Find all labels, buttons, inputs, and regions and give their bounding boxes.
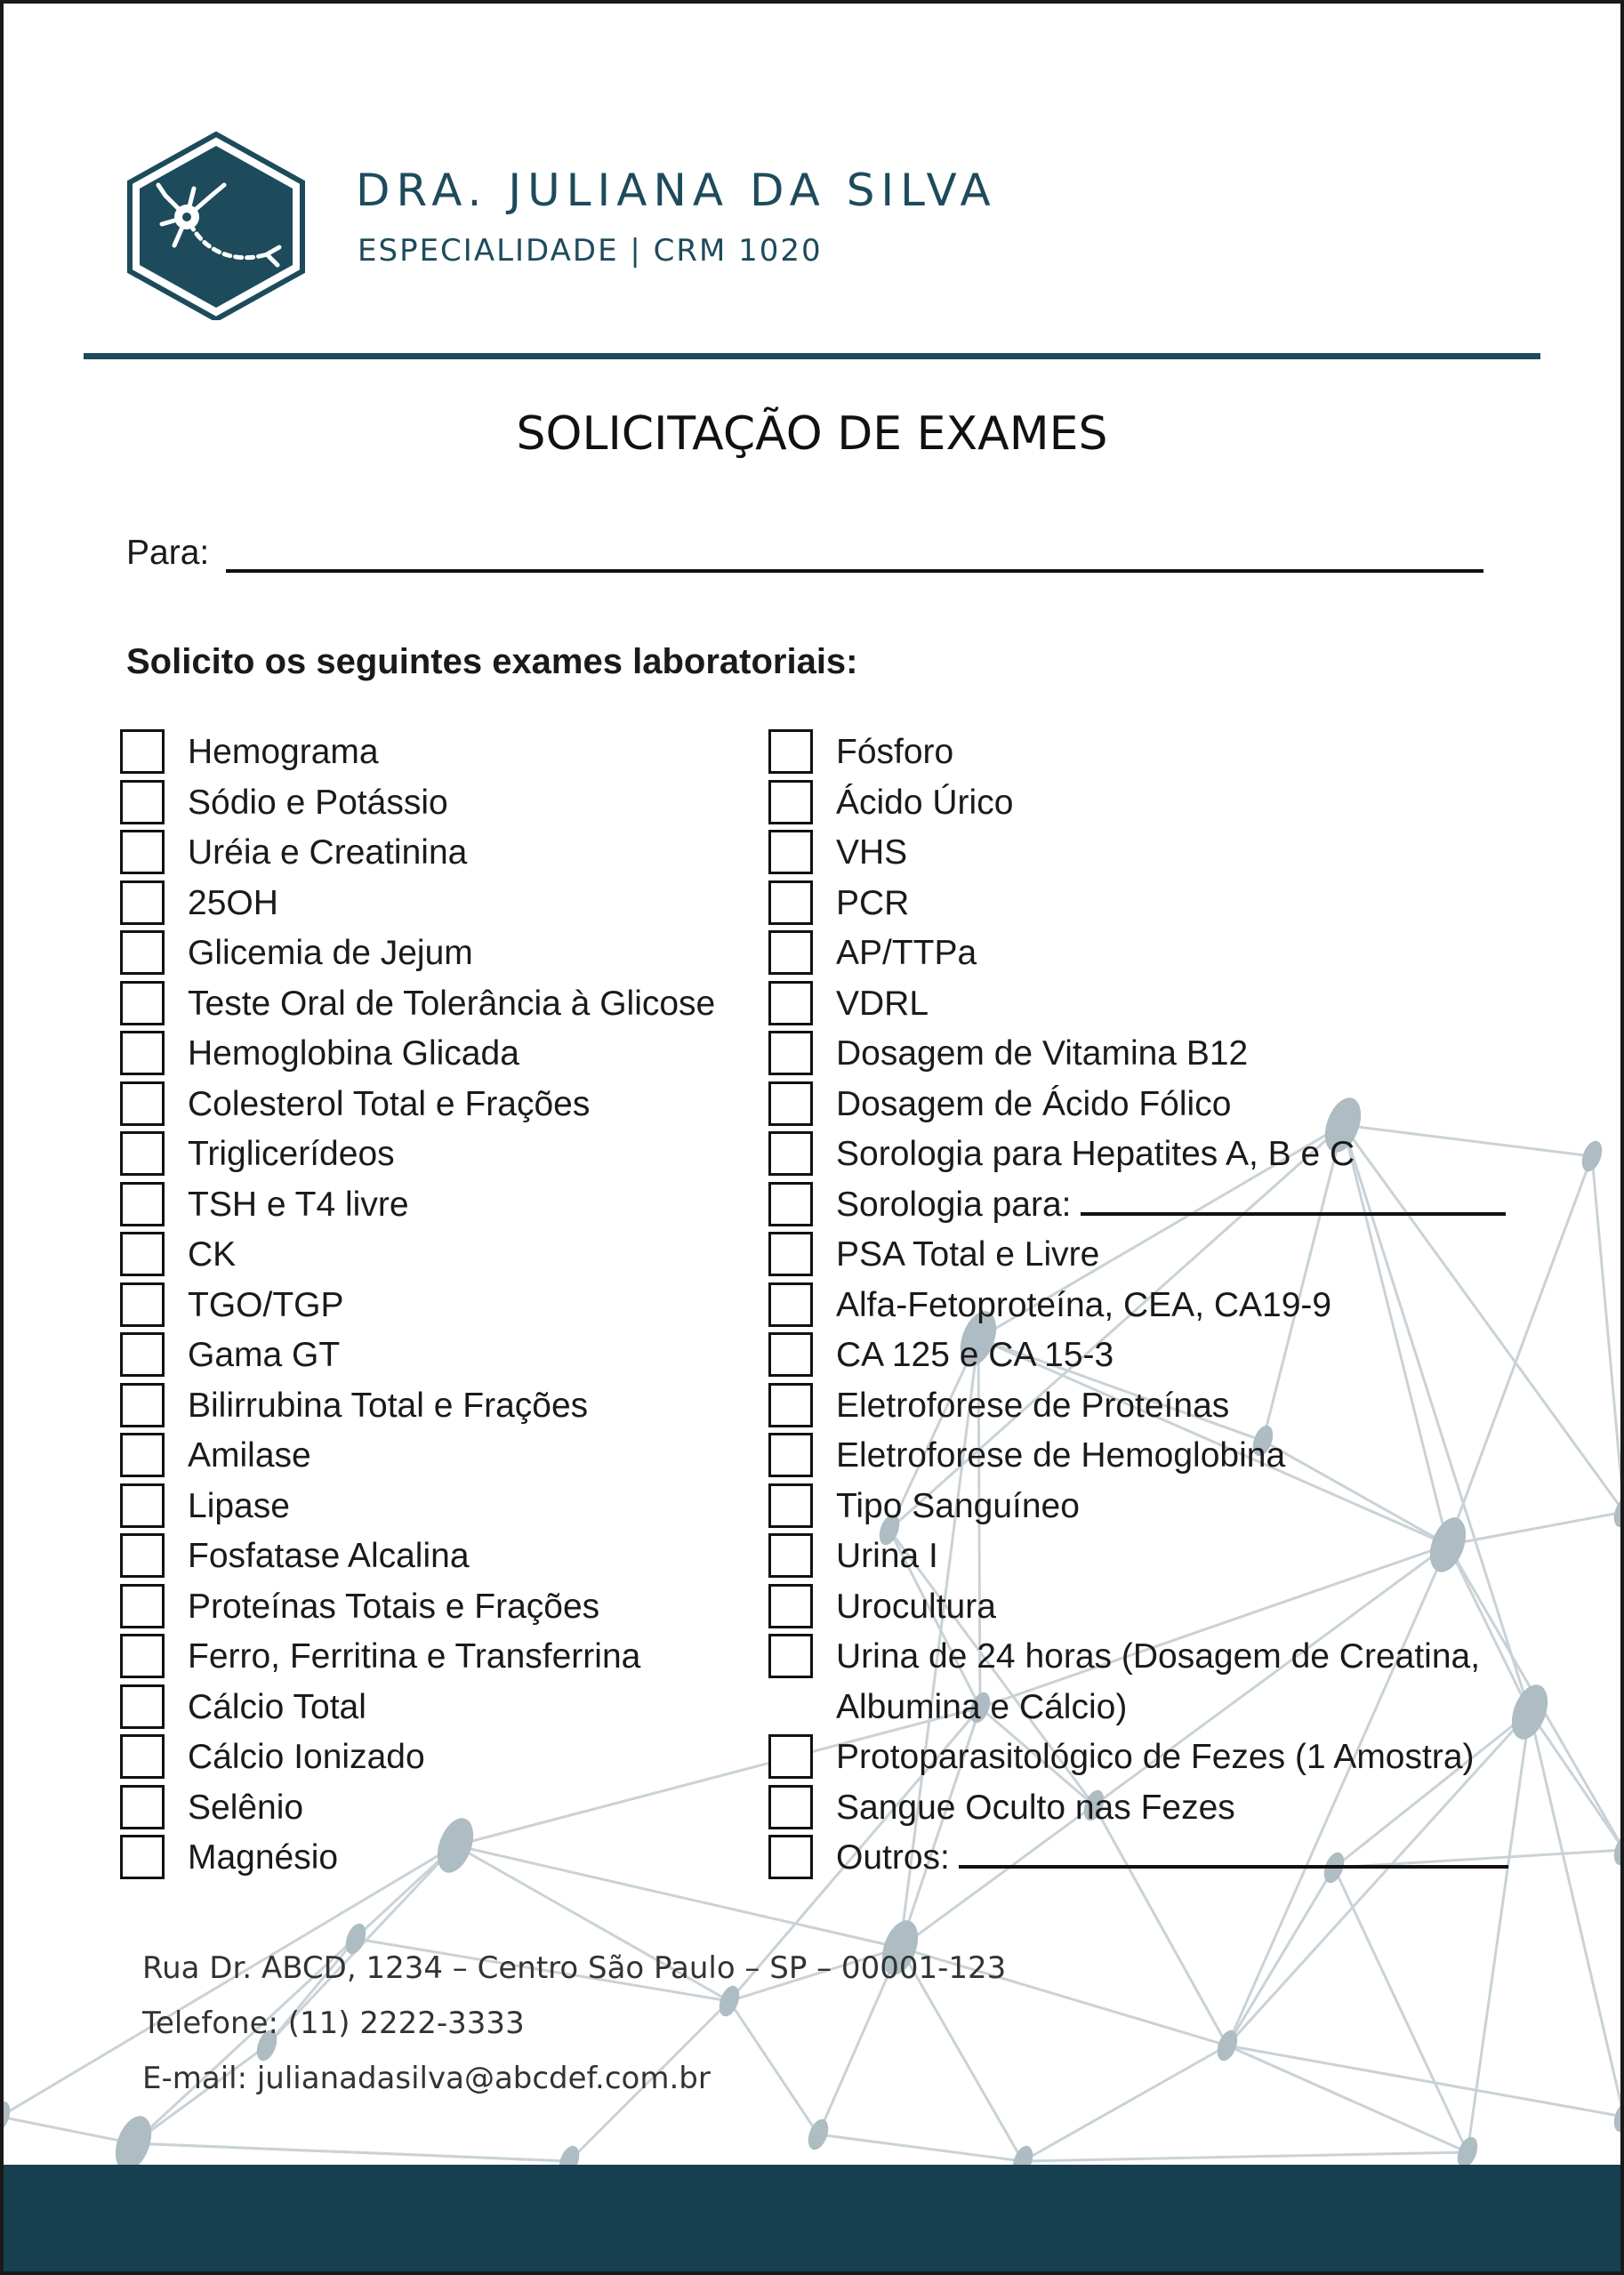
exam-item (768, 1330, 1551, 1381)
exam-label (188, 928, 473, 979)
exam-item (768, 1732, 1551, 1783)
exam-label (836, 1582, 996, 1633)
exam-item (120, 879, 760, 929)
exam-item (120, 828, 760, 879)
exam-checkbox[interactable] (120, 1282, 165, 1327)
exam-item (120, 728, 760, 778)
exam-label (188, 1330, 340, 1381)
exam-label (836, 928, 977, 979)
exam-checkbox[interactable] (120, 1081, 165, 1126)
exam-label-text: Proteínas Totais e Frações (188, 1587, 600, 1626)
exam-label-text: Colesterol Total e Frações (188, 1084, 591, 1123)
exam-label (188, 1180, 409, 1231)
exam-label (836, 979, 929, 1030)
exam-item (120, 1582, 760, 1633)
exam-checkbox[interactable] (768, 1031, 813, 1075)
exam-item (768, 1632, 1551, 1732)
exam-label-text: Tipo Sanguíneo (836, 1486, 1080, 1525)
exam-label-text: Hemograma (188, 733, 379, 771)
footer-address: Rua Dr. ABCD, 1234 – Centro São Paulo – SP – 00001-123 (142, 1950, 1007, 1986)
exam-item (768, 1281, 1551, 1331)
exam-checkbox[interactable] (768, 1785, 813, 1829)
exam-item (120, 1732, 760, 1783)
exam-label-text: Gama GT (188, 1336, 341, 1374)
exam-item (120, 1431, 760, 1482)
exam-checkbox[interactable] (768, 1383, 813, 1427)
exam-label-text: Fosfatase Alcalina (188, 1537, 470, 1575)
exam-item (120, 1180, 760, 1231)
exam-label (188, 1129, 395, 1180)
exam-label-text: Urocultura (836, 1587, 996, 1626)
exam-item (768, 1230, 1551, 1281)
exam-item (768, 1029, 1551, 1080)
exam-label (188, 728, 379, 778)
exam-label-text: Bilirrubina Total e Frações (188, 1386, 589, 1425)
exam-checkbox[interactable] (768, 981, 813, 1025)
sorologia-field-line[interactable] (1081, 1186, 1506, 1216)
exam-checkbox[interactable] (768, 1533, 813, 1578)
exam-label (188, 1431, 311, 1482)
exam-label (188, 828, 467, 879)
exam-checkbox[interactable] (768, 880, 813, 925)
exam-label (836, 1732, 1475, 1783)
exam-list-left (120, 728, 760, 1884)
exam-item (120, 979, 760, 1030)
exam-label-text: CK (188, 1235, 237, 1274)
exam-checkbox[interactable] (768, 1433, 813, 1477)
exam-checkbox[interactable] (120, 1383, 165, 1427)
exam-item (120, 1482, 760, 1532)
exam-item (768, 1080, 1551, 1130)
exam-checkbox[interactable] (120, 1433, 165, 1477)
exam-checkbox[interactable] (120, 1332, 165, 1377)
exam-label (836, 1230, 1099, 1281)
exam-label (836, 879, 909, 929)
outros-field-line[interactable] (959, 1838, 1508, 1869)
exam-label-text: Sangue Oculto nas Fezes (836, 1788, 1235, 1827)
exam-checkbox[interactable] (120, 780, 165, 824)
exam-label (188, 1230, 236, 1281)
exam-label-text: Triglicerídeos (188, 1135, 395, 1173)
exam-label-text: Dosagem de Vitamina B12 (836, 1034, 1249, 1073)
exam-label (188, 1080, 590, 1130)
exam-label (188, 778, 448, 829)
exam-label-text: Cálcio Total (188, 1687, 366, 1726)
exam-checkbox[interactable] (120, 1533, 165, 1578)
exam-label-text: Magnésio (188, 1838, 339, 1877)
exam-label-text: Outros: (836, 1838, 950, 1877)
exam-label-text: Eletroforese de Hemoglobina (836, 1436, 1286, 1475)
exam-item (120, 1632, 760, 1683)
exam-item (120, 1129, 760, 1180)
exam-checkbox[interactable] (120, 981, 165, 1025)
exam-label-text: Alfa-Fetoproteína, CEA, CA19-9 (836, 1285, 1332, 1324)
exam-item (768, 928, 1551, 979)
exam-item (120, 778, 760, 829)
exam-label-text: CA 125 e CA 15-3 (836, 1336, 1114, 1374)
para-field-line[interactable] (226, 569, 1483, 573)
exam-checkbox[interactable] (120, 1584, 165, 1628)
exam-item (120, 1330, 760, 1381)
exam-label (188, 1582, 599, 1633)
request-heading: Solicito os seguintes exames laboratoriais: (126, 642, 858, 681)
exam-label-text: PCR (836, 883, 910, 922)
exam-checkbox[interactable] (768, 1332, 813, 1377)
exam-checkbox[interactable] (768, 1182, 813, 1226)
exam-item (120, 1281, 760, 1331)
exam-label (836, 1281, 1331, 1331)
footer-contact (142, 1941, 1006, 2106)
exam-label (836, 1833, 1508, 1884)
exam-label-text: Teste Oral de Tolerância à Glicose (188, 984, 716, 1023)
exam-checkbox[interactable] (768, 930, 813, 975)
exam-checkbox[interactable] (120, 1031, 165, 1075)
exam-checkbox[interactable] (768, 1584, 813, 1628)
exam-label-text: TSH e T4 livre (188, 1185, 409, 1224)
exam-checkbox[interactable] (768, 1131, 813, 1176)
exam-label (188, 979, 715, 1030)
doctor-name: DRA. JULIANA DA SILVA (356, 165, 997, 216)
exam-checkbox[interactable] (120, 1734, 165, 1779)
exam-item (768, 1431, 1551, 1482)
exam-label (836, 1029, 1248, 1080)
exam-checkbox[interactable] (768, 1734, 813, 1779)
exam-checkbox[interactable] (120, 880, 165, 925)
neuron-logo-icon (125, 132, 308, 320)
exam-label (836, 1531, 938, 1582)
exam-item (120, 928, 760, 979)
exam-label (188, 1632, 640, 1683)
exam-item (120, 1683, 760, 1733)
exam-checkbox[interactable] (120, 1232, 165, 1276)
page-title: SOLICITAÇÃO DE EXAMES (516, 407, 1108, 461)
exam-label (836, 1431, 1285, 1482)
doctor-specialty-crm: ESPECIALIDADE | CRM 1020 (358, 233, 823, 269)
exam-label (188, 1029, 519, 1080)
exam-item (120, 1080, 760, 1130)
exam-item (768, 1482, 1551, 1532)
exam-item (768, 1833, 1551, 1884)
exam-label-text: Glicemia de Jejum (188, 934, 473, 972)
exam-checkbox[interactable] (120, 1684, 165, 1729)
exam-label (188, 1833, 338, 1884)
exam-item (120, 1531, 760, 1582)
exam-label (188, 1281, 344, 1331)
exam-item (120, 1381, 760, 1432)
exam-label-text: Uréia e Creatinina (188, 833, 468, 872)
exam-checkbox[interactable] (120, 729, 165, 774)
exam-label (188, 1381, 588, 1432)
exam-checkbox[interactable] (768, 1483, 813, 1528)
exam-checkbox[interactable] (120, 1785, 165, 1829)
exam-checkbox[interactable] (768, 729, 813, 774)
exam-label-text: Lipase (188, 1486, 290, 1525)
exam-label-text: Urina I (836, 1537, 938, 1575)
exam-label (188, 1783, 303, 1834)
exam-list-right (768, 728, 1551, 1884)
exam-label-text: Fósforo (836, 733, 954, 771)
exam-label-text: Dosagem de Ácido Fólico (836, 1084, 1232, 1123)
footer-band (0, 2165, 1624, 2275)
exam-checkbox[interactable] (120, 930, 165, 975)
exam-item (768, 828, 1551, 879)
footer-phone: Telefone: (11) 2222-3333 (142, 2006, 525, 2041)
exam-label-text: Protoparasitológico de Fezes (1 Amostra) (836, 1738, 1475, 1776)
exam-item (768, 1180, 1551, 1231)
exam-label (836, 1129, 1355, 1180)
exam-label (836, 1783, 1235, 1834)
para-label: Para: (126, 534, 210, 572)
exam-item (768, 1531, 1551, 1582)
exam-label-text: Sorologia para Hepatites A, B e C (836, 1135, 1355, 1173)
exam-label-text: PSA Total e Livre (836, 1235, 1100, 1274)
exam-checkbox[interactable] (120, 1634, 165, 1678)
exam-checkbox[interactable] (768, 1081, 813, 1126)
exam-label-text: Sódio e Potássio (188, 783, 448, 822)
exam-checkbox[interactable] (768, 1835, 813, 1879)
exam-label (836, 1180, 1506, 1231)
exam-label-text: VDRL (836, 984, 929, 1023)
exam-label-text: Selênio (188, 1788, 304, 1827)
exam-item (768, 778, 1551, 829)
exam-label-text: TGO/TGP (188, 1285, 344, 1324)
exam-label (836, 1632, 1539, 1732)
exam-item (768, 979, 1551, 1030)
exam-label-text: VHS (836, 833, 908, 872)
exam-label (836, 778, 1013, 829)
exam-label-text: Ácido Úrico (836, 783, 1014, 822)
exam-label-text: Eletroforese de Proteínas (836, 1386, 1230, 1425)
exam-label (188, 1732, 425, 1783)
exam-item (120, 1833, 760, 1884)
exam-item (120, 1783, 760, 1834)
exam-item (120, 1230, 760, 1281)
exam-label-text: Hemoglobina Glicada (188, 1034, 519, 1073)
exam-item (768, 1582, 1551, 1633)
exam-label (188, 1531, 470, 1582)
exam-item (768, 728, 1551, 778)
exam-checkbox[interactable] (768, 830, 813, 874)
exam-checkbox[interactable] (120, 830, 165, 874)
exam-checkbox[interactable] (120, 1182, 165, 1226)
exam-item (768, 879, 1551, 929)
exam-checkbox[interactable] (120, 1835, 165, 1879)
exam-label-text: Sorologia para: (836, 1185, 1072, 1224)
exam-label (836, 828, 907, 879)
exam-item (768, 1381, 1551, 1432)
exam-item (120, 1029, 760, 1080)
footer-email: E-mail: julianadasilva@abcdef.com.br (142, 2061, 711, 2096)
exam-label (836, 1381, 1229, 1432)
exam-label-text: 25OH (188, 883, 278, 922)
exam-checkbox[interactable] (768, 1634, 813, 1678)
exam-label (836, 1330, 1113, 1381)
exam-checkbox[interactable] (768, 1232, 813, 1276)
exam-checkbox[interactable] (768, 780, 813, 824)
exam-checkbox[interactable] (120, 1131, 165, 1176)
exam-label (188, 1482, 290, 1532)
exam-label (836, 1080, 1231, 1130)
exam-label (836, 1482, 1080, 1532)
exam-label-text: Amilase (188, 1436, 311, 1475)
exam-item (768, 1783, 1551, 1834)
exam-item (768, 1129, 1551, 1180)
exam-label-text: Ferro, Ferritina e Transferrina (188, 1637, 641, 1676)
exam-checkbox[interactable] (120, 1483, 165, 1528)
exam-label-text: Urina de 24 horas (Dosagem de Creatina, Albumina e Cálcio) (836, 1637, 1481, 1726)
header-divider (84, 353, 1540, 359)
exam-label (188, 1683, 366, 1733)
exam-checkbox[interactable] (768, 1282, 813, 1327)
exam-label (836, 728, 953, 778)
exam-label (188, 879, 278, 929)
exam-label-text: AP/TTPa (836, 934, 977, 972)
exam-label-text: Cálcio Ionizado (188, 1738, 425, 1776)
